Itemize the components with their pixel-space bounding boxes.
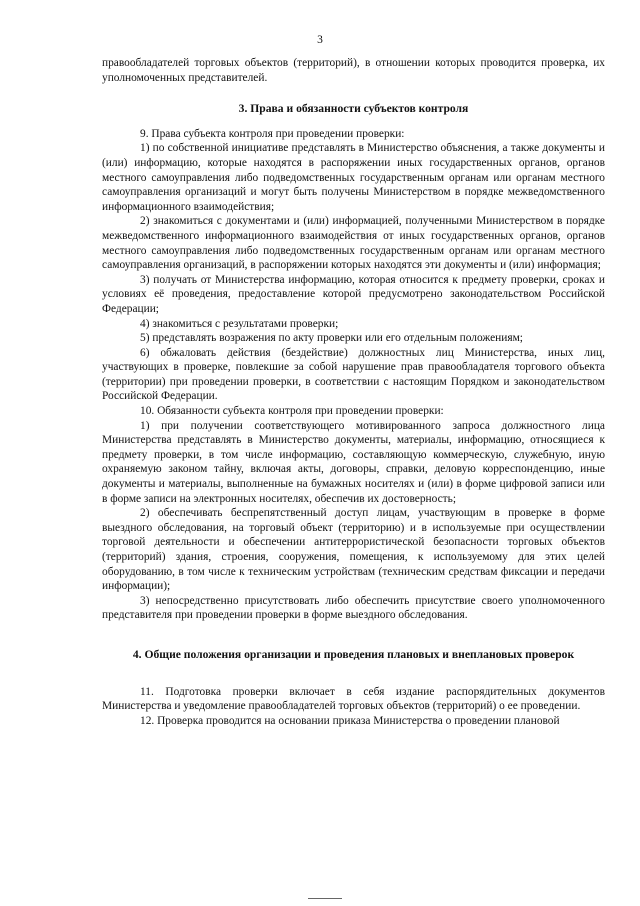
paragraph: 5) представлять возражения по акту проверки или его отдельным положениям; bbox=[140, 332, 523, 345]
paragraph: 4) знакомиться с результатами проверки; bbox=[140, 317, 339, 330]
paragraph: 3) получать от Министерства информацию, которая относится к предмету проверки, сроках и условиях её проведения, предоставление которой предусмотрено законодательством Российской Федерации; bbox=[102, 273, 605, 315]
paragraph: 2) знакомиться с документами и (или) информацией, полученными Министерством в порядке межведомственного информационного взаимодействия от иных государственных органов, органов местного самоуправления либо подведомственных государственным органам или органам местного самоуправления организаций, в распоряжении которых находятся эти документы и (или) информация; bbox=[102, 215, 605, 272]
paragraph: 2) обеспечивать беспрепятственный доступ лицам, участвующим в проверке в форме выездного обследования, на торговый объект (территорию) и в используемые при осуществлении торговой деятельности и обеспечении антитеррористической безопасности торговых объектов (территорий) здания, строения, сооружения, помещения, к используемому для этих целей оборудованию, в том числе к техническим устройствам (техническим средствам фиксации и передачи информации); bbox=[102, 507, 605, 593]
paragraph: 12. Проверка проводится на основании приказа Министерства о проведении плановой bbox=[140, 714, 560, 727]
section-4-heading: 4. Общие положения организации и проведения плановых и внеплановых проверок bbox=[132, 647, 575, 661]
paragraph: 6) обжаловать действия (бездействие) должностных лиц Министерства, иных лиц, участвующих в проверке, повлекшие за собой нарушение прав правообладателя торгового объекта (территории) при проведении проверки, в соответствии с настоящим Порядком и законодательством Российской Федерации. bbox=[102, 346, 605, 403]
paragraph: 1) при получении соответствующего мотивированного запроса должностного лица Министерства представлять в Министерство документы, материалы, информацию, относящиеся к предмету проверки, в том числе информацию, составляющую коммерческую, служебную, иную охраняемую законом тайну, включая акты, договоры, справки, деловую корреспонденцию, иные документы и материалы, выполненные на бумажных носителях и (или) в форме цифровой записи или в форме записи на электронных носителях, обеспечив их достоверность; bbox=[102, 419, 605, 505]
paragraph: 11. Подготовка проверки включает в себя издание распорядительных документов Министерства и уведомление правообладателей торговых объектов (территорий) о ее проведении. bbox=[102, 685, 605, 713]
intro-continuation: правообладателей торговых объектов (территорий), в отношении которых проводится проверка, их уполномоченных представителей. bbox=[102, 57, 605, 84]
paragraph: 10. Обязанности субъекта контроля при проведении проверки: bbox=[140, 405, 444, 418]
paragraph: 1) по собственной инициативе представлять в Министерство объяснения, а также документы и (или) информацию, которые находятся в распоряжении иных государственных органов, органов местного самоуправления либо подведомственных государственным органам или органам местного самоуправления организаций и могут быть получены Министерством в порядке межведомственного информационного взаимодействия; bbox=[102, 142, 605, 213]
section-3-heading: 3. Права и обязанности субъектов контроля bbox=[238, 102, 469, 116]
scan-mark bbox=[308, 898, 342, 899]
page-body bbox=[102, 56, 605, 728]
page-number: 3 bbox=[317, 34, 323, 46]
paragraph: 9. Права субъекта контроля при проведении проверки: bbox=[140, 127, 405, 140]
paragraph: 3) непосредственно присутствовать либо обеспечить присутствие своего уполномоченного представителя при проведении проверки в форме выездного обследования. bbox=[102, 594, 605, 622]
